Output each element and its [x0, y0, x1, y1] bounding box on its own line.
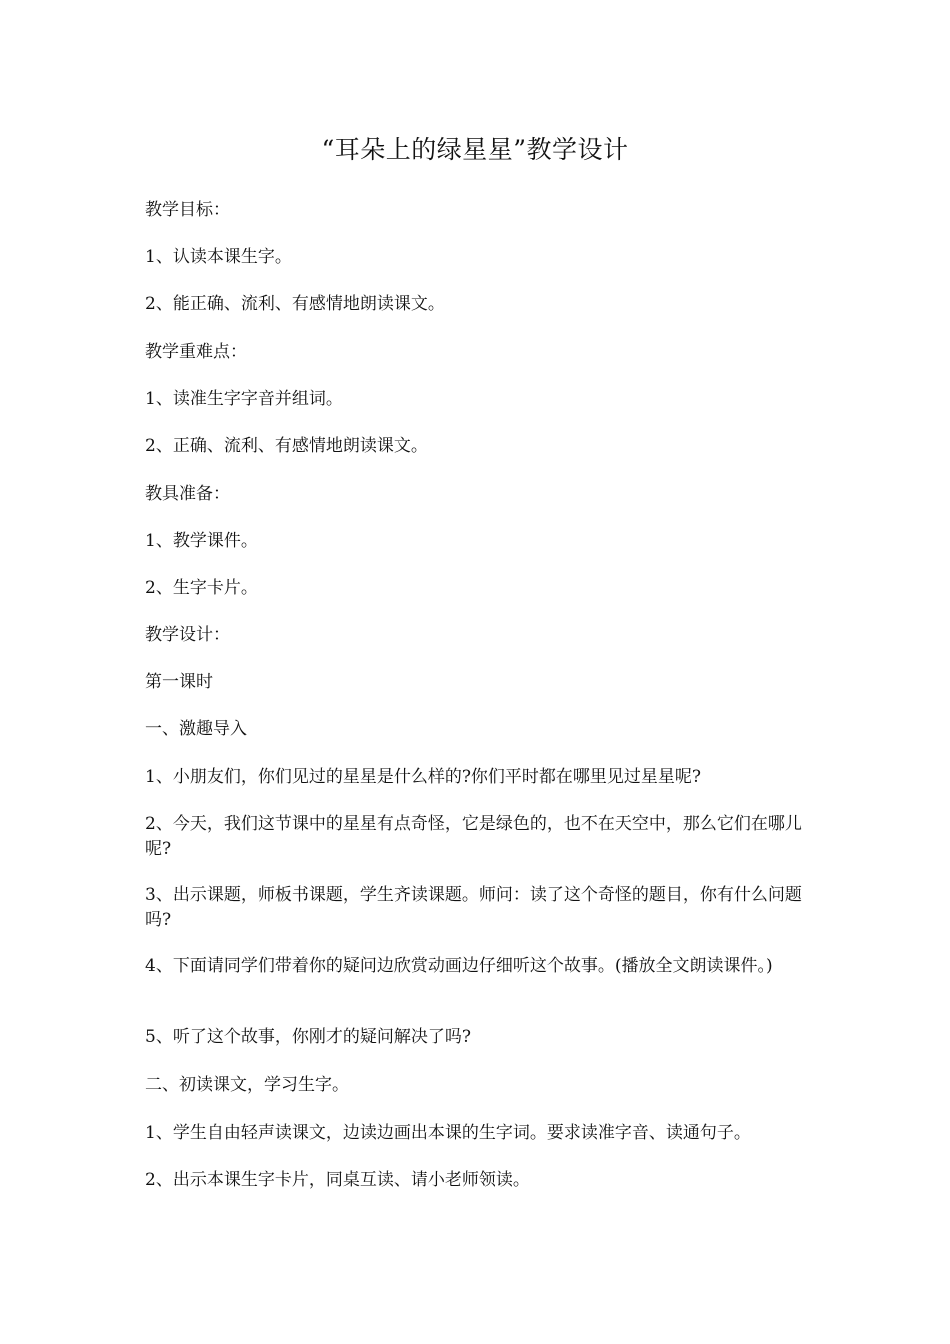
section-two-item-1: 1、学生自由轻声读课文，边读边画出本课的生字词。要求读准字音、读通句子。	[145, 1123, 751, 1143]
section-one-item-1: 1、小朋友们，你们见过的星星是什么样的?你们平时都在哪里见过星星呢?	[145, 767, 702, 787]
document-title: “耳朵上的绿星星”教学设计	[321, 135, 629, 164]
heading-teaching-goals: 教学目标：	[145, 200, 230, 220]
material-item-2: 2、生字卡片。	[145, 578, 258, 598]
section-one-heading: 一、激趣导入	[145, 719, 247, 739]
section-one-item-3: 3、出示课题，师板书课题，学生齐读课题。师问：读了这个奇怪的题目，你有什么问题吗?	[145, 885, 802, 930]
key-point-item-2: 2、正确、流利、有感情地朗读课文。	[145, 436, 428, 456]
goal-item-1: 1、认读本课生字。	[145, 247, 292, 267]
section-two-heading: 二、初读课文，学习生字。	[145, 1075, 349, 1095]
key-point-item-1: 1、读准生字字音并组词。	[145, 389, 343, 409]
goal-item-2: 2、能正确、流利、有感情地朗读课文。	[145, 294, 445, 314]
heading-key-points: 教学重难点：	[145, 342, 247, 362]
heading-teaching-design: 教学设计：	[145, 625, 230, 645]
section-two-item-2: 2、出示本课生字卡片，同桌互读、请小老师领读。	[145, 1170, 530, 1190]
lesson-one-heading: 第一课时	[145, 672, 213, 692]
section-one-item-2: 2、今天，我们这节课中的星星有点奇怪，它是绿色的，也不在天空中，那么它们在哪儿呢?	[145, 814, 802, 859]
heading-materials: 教具准备：	[145, 484, 230, 504]
section-one-item-5: 5、听了这个故事，你刚才的疑问解决了吗?	[145, 1027, 471, 1047]
material-item-1: 1、教学课件。	[145, 531, 258, 551]
section-one-item-4: 4、下面请同学们带着你的疑问边欣赏动画边仔细听这个故事。(播放全文朗读课件。)	[145, 956, 773, 976]
